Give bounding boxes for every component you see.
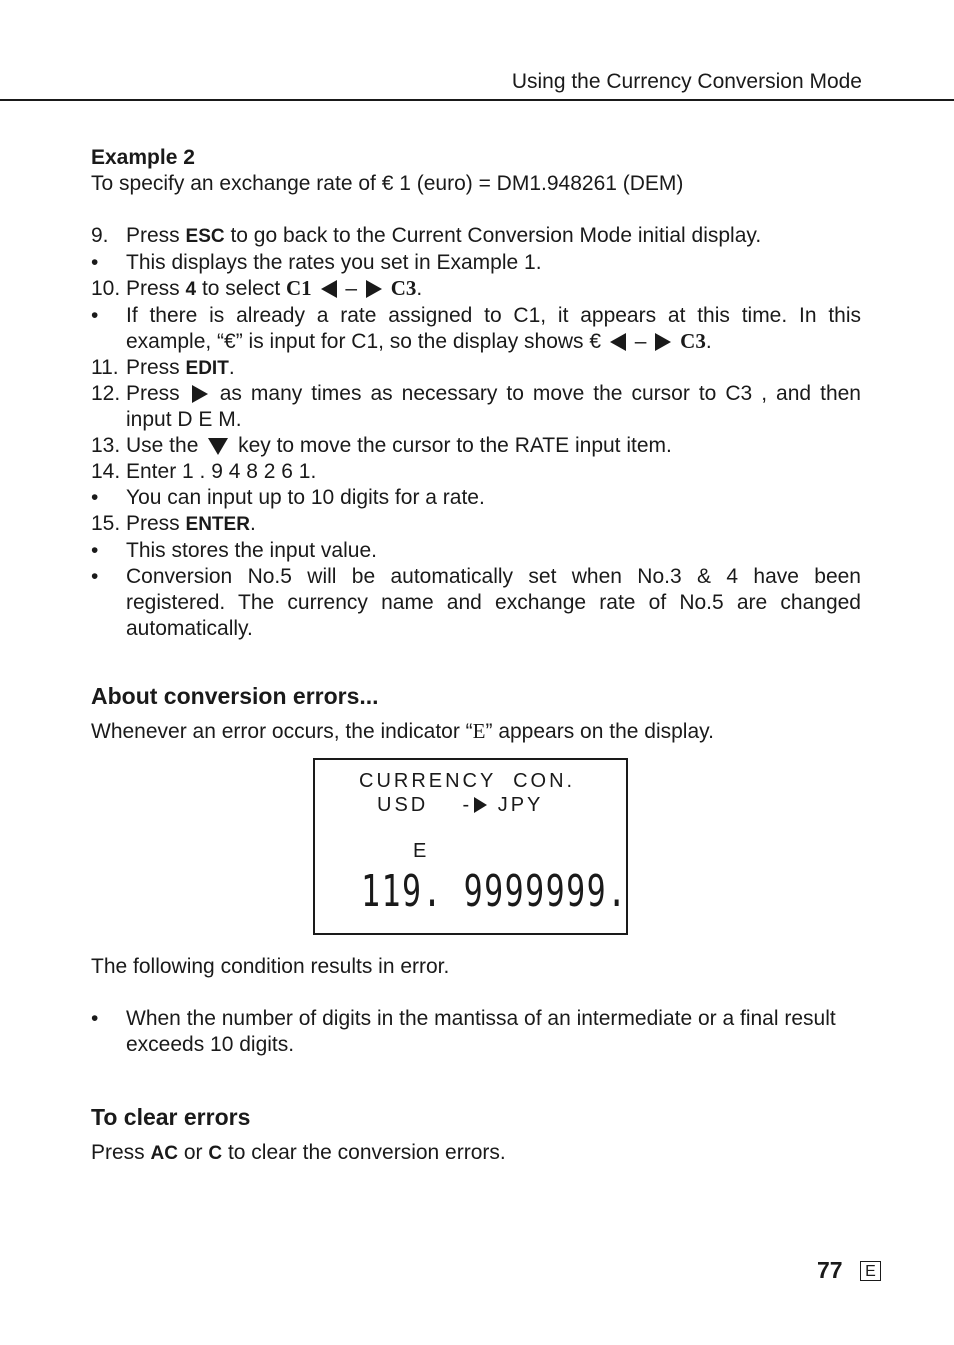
step-text: to select — [201, 276, 281, 300]
clear-section — [91, 1103, 861, 1167]
euro-symbol: € — [589, 329, 602, 353]
step-13 — [91, 433, 861, 459]
step-text: as many times as necessary to move the cursor to C3 , and then input D E M. — [126, 382, 861, 432]
bullet-text: This stores the input value. — [126, 538, 377, 562]
display-value: 119. 9999999. — [361, 866, 628, 917]
errors-heading: About conversion errors... — [91, 683, 379, 709]
page-number: 77 — [817, 1257, 843, 1283]
step-number: 9. — [91, 224, 109, 247]
steps-list — [91, 223, 861, 642]
key-4: 4 — [185, 278, 197, 300]
running-header: Using the Currency Conversion Mode — [511, 70, 862, 93]
left-arrow-icon — [321, 280, 337, 298]
punct: . — [228, 355, 235, 379]
bullet-10 — [91, 303, 861, 355]
step-number: 14. — [91, 460, 121, 484]
bullet-icon: • — [91, 1006, 99, 1030]
right-arrow-icon — [366, 280, 382, 298]
clear-or: or — [183, 1141, 203, 1164]
step-text: Press — [126, 355, 180, 379]
error-bullet — [91, 1006, 861, 1058]
step-number: 11. — [91, 355, 119, 379]
bullet-icon: • — [91, 564, 99, 588]
example-intro-b: 1 (euro) = DM1.948261 (DEM) — [399, 171, 684, 195]
c3-label: C3 — [390, 275, 417, 300]
bullet-text: ” is input for C1, so the display shows — [235, 329, 584, 353]
display-line-1: CURRENCY CON. — [359, 770, 576, 792]
key-enter: ENTER — [185, 513, 250, 535]
step-text: to go back to the Current Conversion Mode initial display. — [230, 224, 762, 247]
condition-text: The following condition results in error. — [91, 955, 450, 978]
bullet-15b — [91, 564, 861, 642]
step-number: 13. — [91, 434, 121, 458]
down-arrow-icon — [208, 438, 228, 455]
example-section — [91, 145, 861, 197]
clear-text-a: Press — [91, 1141, 145, 1164]
step-text: Press — [126, 382, 180, 406]
errors-section — [91, 682, 861, 745]
bullet-text: Conversion No.5 will be automatically set when No.3 & 4 have been registered. The currency name and exchange rate of No.5 are changed automatically. — [126, 564, 861, 640]
step-10 — [91, 276, 861, 303]
bullet-15a — [91, 538, 861, 564]
step-15 — [91, 511, 861, 538]
dash: – — [634, 329, 647, 353]
clear-text — [91, 1140, 861, 1167]
intro-text: ” appears on the display. — [485, 720, 714, 743]
step-9 — [91, 223, 861, 250]
euro-symbol: € — [224, 329, 236, 353]
step-text: Press — [126, 276, 180, 300]
step-text: Use the — [126, 434, 199, 458]
display-line-2 — [377, 794, 543, 817]
left-arrow-icon — [610, 333, 626, 351]
dash: – — [345, 276, 358, 300]
errors-intro — [91, 719, 861, 745]
step-14 — [91, 459, 861, 485]
step-11 — [91, 355, 861, 382]
c1-label: C1 — [286, 275, 312, 300]
bullet-text: You can input up to 10 digits for a rate. — [126, 486, 485, 510]
punct: . — [416, 276, 423, 300]
punct: . — [249, 511, 256, 535]
step-number: 12. — [91, 382, 121, 406]
display-dash: - — [462, 794, 473, 816]
bullet-icon: • — [91, 303, 99, 327]
bullet-text: If there is already a rate assigned to C1, it appears at this time. In this example, “ — [126, 303, 861, 353]
intro-text: Whenever an error occurs, the indicator “ — [91, 720, 473, 743]
punct: . — [705, 329, 712, 353]
clear-text-b: to clear the conversion errors. — [227, 1141, 506, 1164]
language-marker: E — [860, 1261, 881, 1281]
errors-condition — [91, 954, 861, 1058]
step-number: 15. — [91, 511, 121, 535]
c3-label: C3 — [680, 328, 706, 353]
example-intro-a: To specify an exchange rate of — [91, 171, 376, 195]
step-number: 10. — [91, 276, 121, 300]
header-rule — [0, 99, 954, 101]
step-text: key to move the cursor to the RATE input item. — [238, 434, 672, 458]
error-indicator: E — [472, 719, 486, 743]
step-12 — [91, 381, 861, 433]
key-c: C — [208, 1143, 223, 1164]
to-currency: JPY — [497, 794, 544, 816]
key-edit: EDIT — [185, 357, 229, 379]
bullet-icon: • — [91, 250, 99, 274]
example-heading: Example 2 — [91, 146, 195, 169]
display-error-indicator: E — [413, 840, 427, 862]
right-arrow-icon — [474, 797, 487, 813]
bullet-text: This displays the rates you set in Example 1. — [126, 250, 542, 274]
bullet-icon: • — [91, 538, 99, 562]
step-text: Press — [126, 511, 180, 535]
from-currency: USD — [377, 794, 429, 816]
example-intro — [91, 171, 861, 197]
clear-heading: To clear errors — [91, 1104, 251, 1130]
bullet-14 — [91, 485, 861, 511]
key-ac: AC — [150, 1143, 178, 1164]
right-arrow-icon — [655, 333, 671, 351]
right-arrow-icon — [192, 385, 208, 403]
euro-symbol: € — [381, 171, 394, 195]
bullet-9 — [91, 250, 861, 276]
calculator-display — [313, 758, 628, 935]
key-esc: ESC — [185, 226, 225, 247]
step-text: Enter 1 . 9 4 8 2 6 1. — [126, 460, 317, 484]
bullet-icon: • — [91, 486, 99, 510]
step-text: Press — [126, 224, 180, 247]
bullet-text: When the number of digits in the mantissa of an intermediate or a final result exceeds 10 digits. — [126, 1006, 836, 1056]
